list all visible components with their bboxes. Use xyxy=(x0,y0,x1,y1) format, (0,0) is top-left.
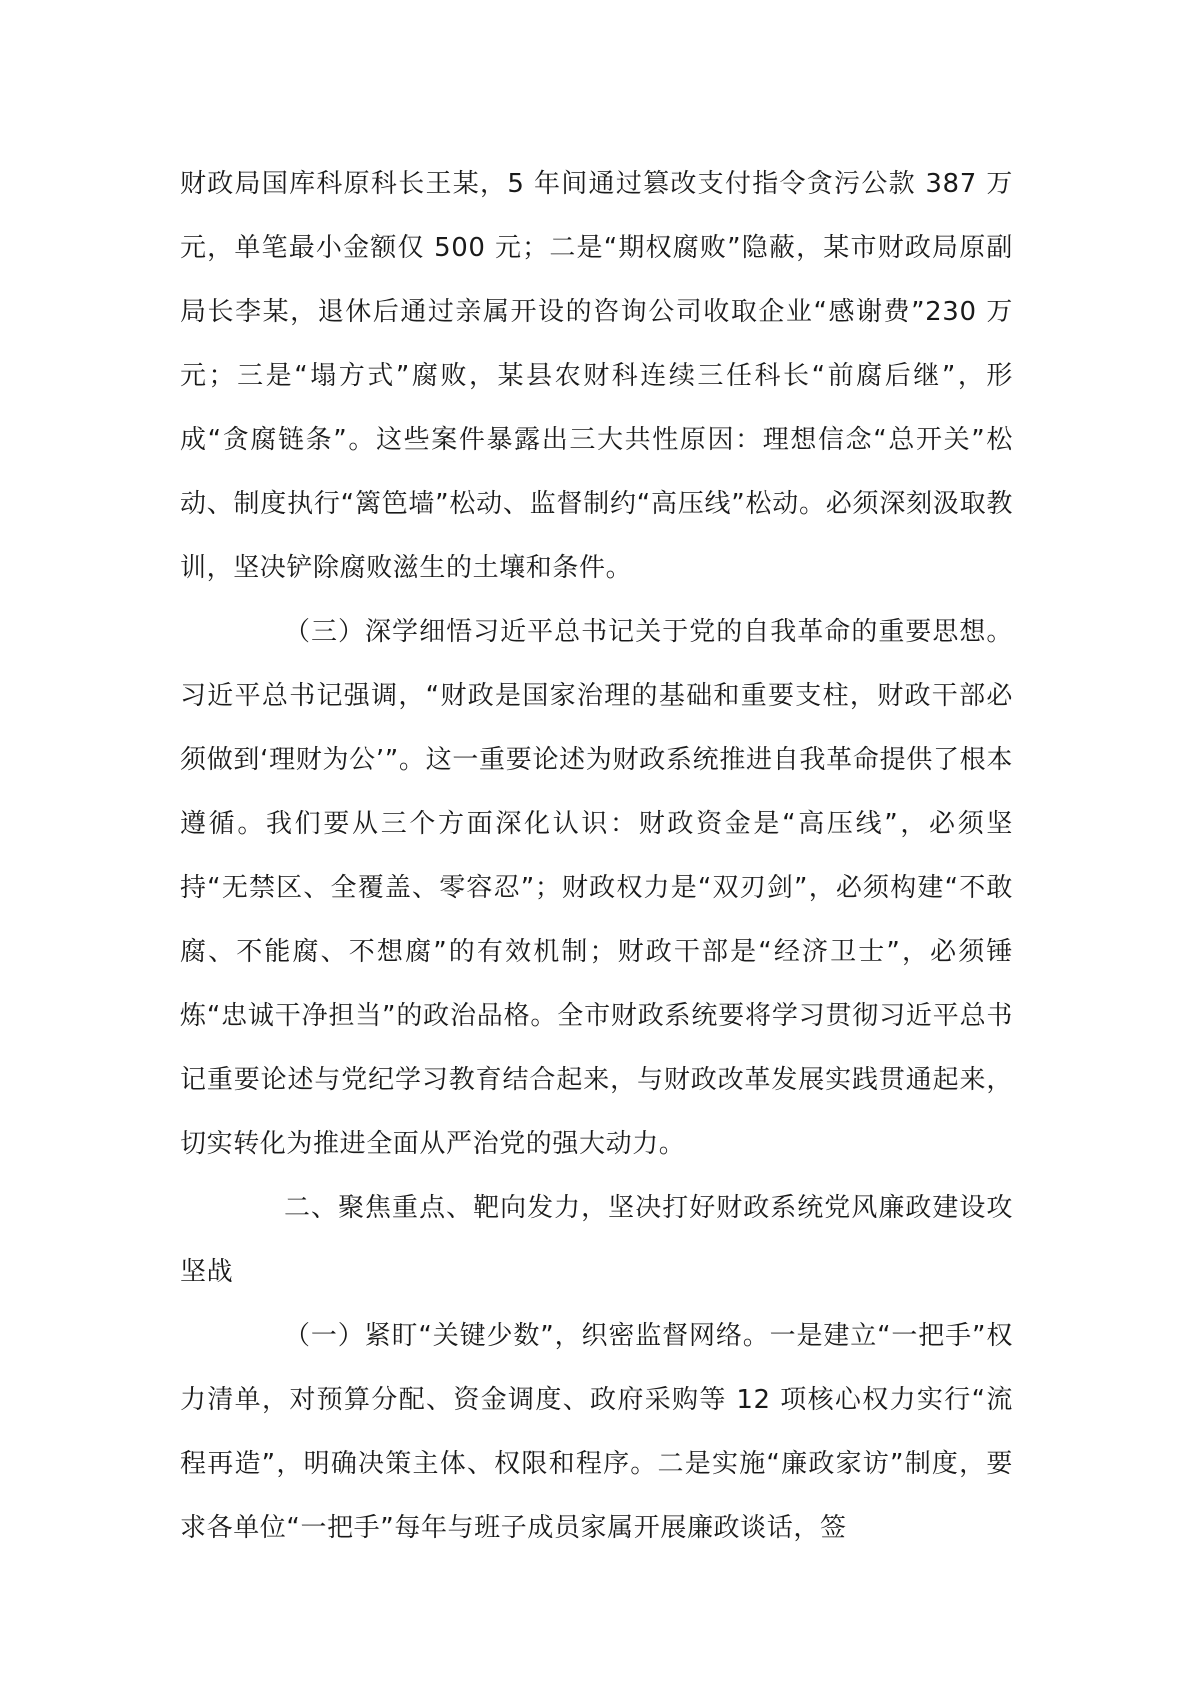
paragraph-section-three: （三）深学细悟习近平总书记关于党的自我革命的重要思想。习近平总书记强调，“财政是国家治理的基础和重要支柱，财政干部必须做到‘理财为公’”。这一重要论述为财政系统推进自我革命提供了根本遵循。我们要从三个方面深化认识：财政资金是“高压线”，必须坚持“无禁区、全覆盖、零容忍”；财政权力是“双刃剑”，必须构建“不敢腐、不能腐、不想腐”的有效机制；财政干部是“经济卫士”，必须锤炼“忠诚干净担当”的政治品格。全市财政系统要将学习贯彻习近平总书记重要论述与党纪学习教育结合起来，与财政改革发展实践贯通起来，切实转化为推进全面从严治党的强大动力。 xyxy=(180,617,1013,1159)
paragraph-section-one: （一）紧盯“关键少数”，织密监督网络。一是建立“一把手”权力清单，对预算分配、资金调度、政府采购等 12 项核心权力实行“流程再造”，明确决策主体、权限和程序。二是实施“廉政家访”制度，要求各单位“一把手”每年与班子成员家属开展廉政谈话，签 xyxy=(180,1321,1013,1543)
paragraph-case-analysis: 财政局国库科原科长王某，5 年间通过篡改支付指令贪污公款 387 万元，单笔最小金额仅 500 元；二是“期权腐败”隐蔽，某市财政局原副局长李某，退休后通过亲属开设的咨询公司收取企业“感谢费”230 万元；三是“塌方式”腐败，某县农财科连续三任科长“前腐后继”，形成“贪腐链条”。这些案件暴露出三大共性原因：理想信念“总开关”松动、制度执行“篱笆墙”松动、监督制约“高压线”松动。必须深刻汲取教训，坚决铲除腐败滋生的土壤和条件。 xyxy=(180,169,1013,583)
body-text xyxy=(180,152,1013,1560)
heading-part-two: 二、聚焦重点、靶向发力，坚决打好财政系统党风廉政建设攻坚战 xyxy=(180,1193,1013,1287)
